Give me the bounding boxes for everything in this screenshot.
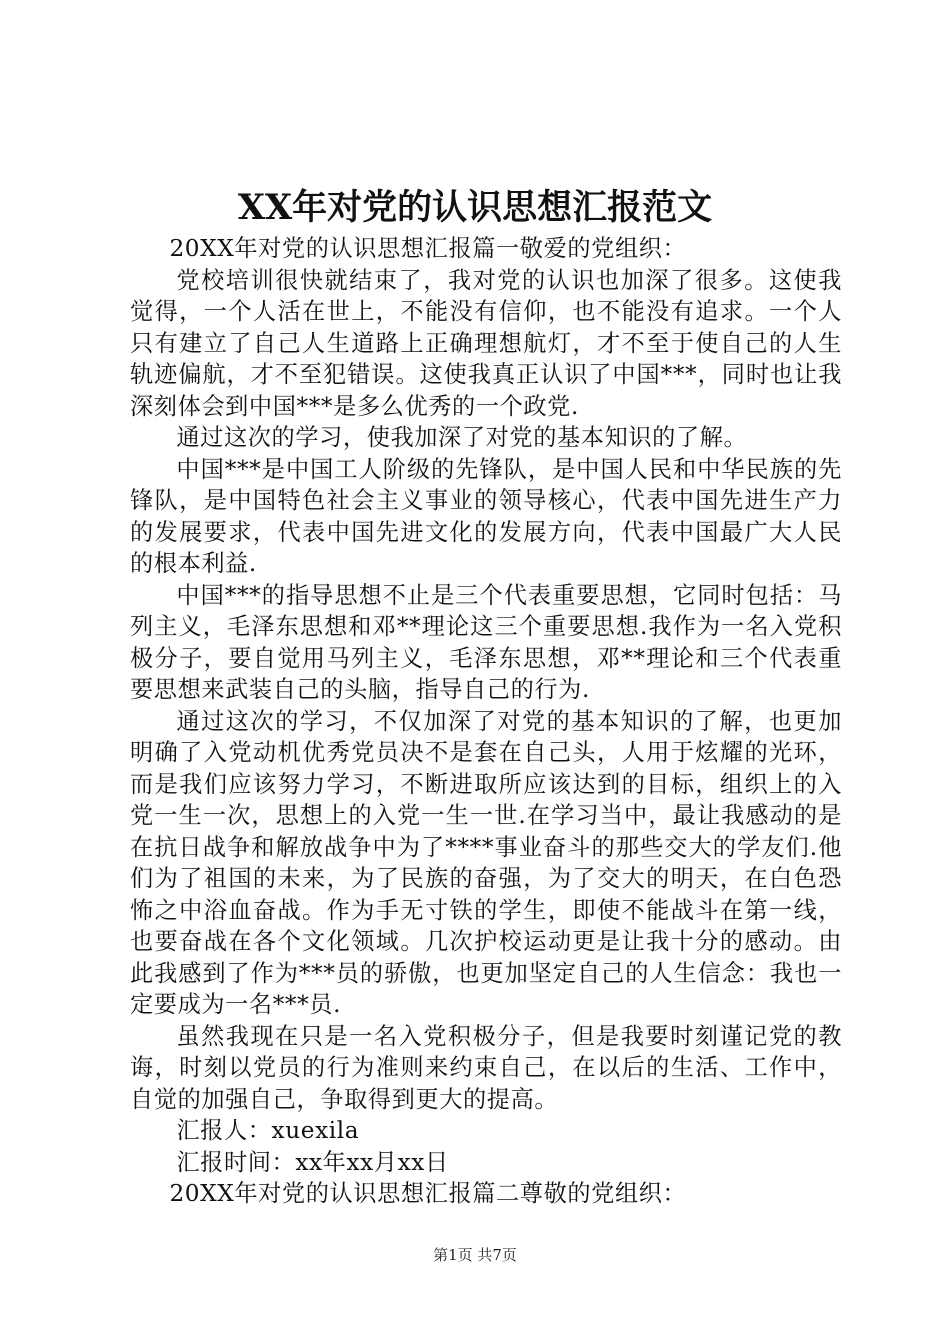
paragraph: 虽然我现在只是一名入党积极分子，但是我要时刻谨记党的教诲，时刻以党员的行为准则来约束自己，在以后的生活、工作中，自觉的加强自己，争取得到更大的提高。 [130, 1022, 842, 1113]
paragraph: 通过这次的学习，使我加深了对党的基本知识的了解。 [176, 424, 748, 451]
paragraph: 中国***的指导思想不止是三个代表重要思想，它同时包括：马列主义，毛泽东思想和邓**理论这三个重要思想.我作为一名入党积极分子，要自觉用马列主义，毛泽东思想，邓**理论和三个代表重要思想来武装自己的头脑，指导自己的行为. [130, 581, 842, 703]
reporter-line: 汇报人：xuexila [176, 1117, 360, 1144]
paragraph-section-two: 20XX年对党的认识思想汇报篇二尊敬的党组织： [169, 1180, 687, 1207]
document-body [130, 233, 842, 1210]
paragraph: 党校培训很快就结束了，我对党的认识也加深了很多。这使我觉得，一个人活在世上，不能没有信仰，也不能没有追求。一个人只有建立了自己人生道路上正确理想航灯，才不至于使自己的人生轨迹偏航，才不至犯错误。这使我真正认识了中国***，同时也让我深刻体会到中国***是多么优秀的一个政党. [130, 266, 842, 420]
paragraph: 中国***是中国工人阶级的先锋队，是中国人民和中华民族的先锋队，是中国特色社会主义事业的领导核心，代表中国先进生产力的发展要求，代表中国先进文化的发展方向，代表中国最广大人民的根本利益. [130, 455, 842, 577]
paragraph-intro: 20XX年对党的认识思想汇报篇一敬爱的党组织： [169, 235, 687, 262]
page-footer: 第1页 共7页 [433, 1246, 517, 1264]
document-title: XX年对党的认识思想汇报范文 [237, 187, 713, 228]
paragraph: 通过这次的学习，不仅加深了对党的基本知识的了解，也更加明确了入党动机优秀党员决不是套在自己头，人用于炫耀的光环，而是我们应该努力学习，不断进取所应该达到的目标，组织上的入党一生一次，思想上的入党一生一世.在学习当中，最让我感动的是在抗日战争和解放战争中为了****事业奋斗的那些交大的学友们.他们为了祖国的未来，为了民族的奋强，为了交大的明天，在白色恐怖之中浴血奋战。作为手无寸铁的学生，即使不能战斗在第一线，也要奋战在各个文化领域。几次护校运动更是让我十分的感动。由此我感到了作为***员的骄傲，也更加坚定自己的人生信念：我也一定要成为一名***员. [130, 707, 842, 1018]
report-date-line: 汇报时间：xx年xx月xx日 [176, 1148, 449, 1176]
